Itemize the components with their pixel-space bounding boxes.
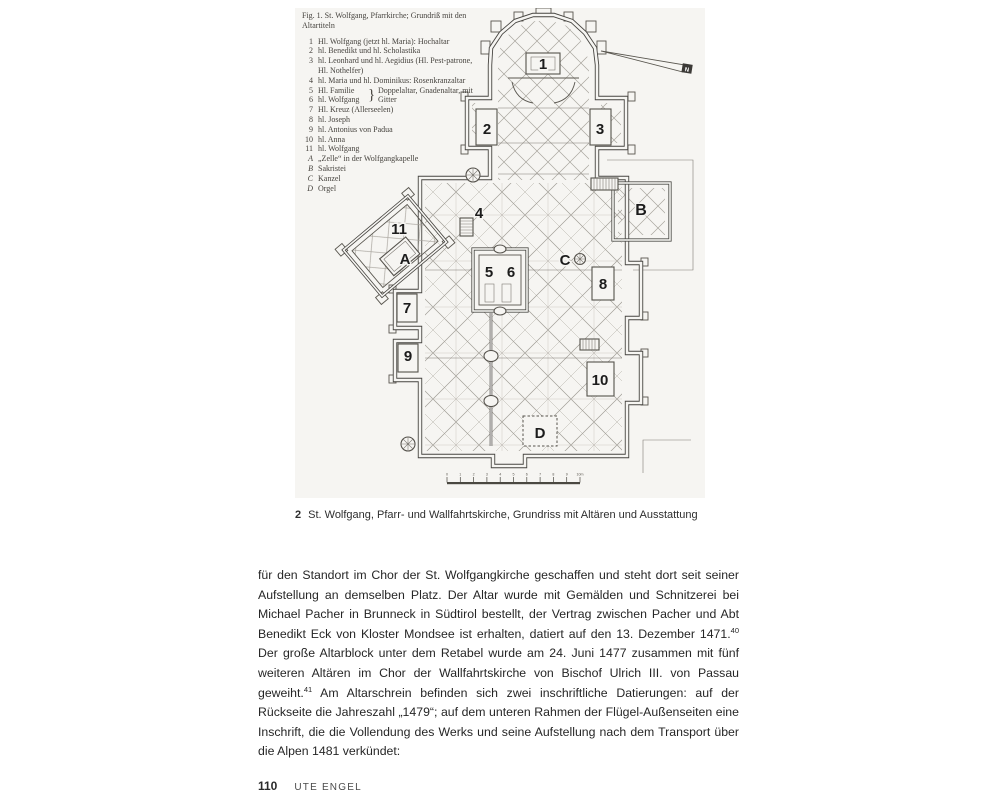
- body-paragraph: für den Standort im Chor der St. Wolfgangkirche geschaffen und steht dort seit seiner Aufstellung an demselben Platz. Der Altar wurde mit Gemälden und Schnitzerei bei Michael Pacher in Brunneck in Südtirol bestellt, der Vertrag zwischen Pacher und Abt Benedikt Eck von Kloster Mondsee ist erhalten, datiert auf den 13. Dezember 1471.40 Der große Altarblock unter dem Retabel wurde am 24. Juni 1477 zusammen mit fünf weiteren Altären im Chor der Wallfahrtskirche von Bischof Ulrich III. von Passau geweiht.$^{41}$ Am Altarschrein befinden sich zwei inschriftliche Datierungen: auf der Rückseite die Jahreszahl „1479“; auf dem unteren Rahmen der Flügel-Außenseiten eine Inschrift, die die Vollendung des Werks und seine Aufstellung nach dem Transport über die Alpen 1481 verkündet:: [258, 568, 739, 759]
- legend-entry-text: Hl. Kreuz (Allerseelen): [318, 105, 394, 115]
- legend-entry-key: 11: [305, 144, 313, 154]
- plan-label-11: 11: [391, 221, 407, 238]
- running-head: UTE ENGEL: [294, 782, 362, 793]
- stair-turret-spokes: [401, 437, 415, 451]
- pier: [484, 351, 498, 362]
- legend-entry-key: 3: [309, 56, 313, 66]
- legend-entry: [302, 76, 474, 86]
- caption-number: 2: [295, 509, 302, 521]
- scale-tick-label: 1: [459, 472, 462, 477]
- legend-entry-text: Hl. Wolfgang (jetzt hl. Maria): Hochaltar: [318, 36, 450, 46]
- footnote-ref: 41: [303, 684, 313, 694]
- stair: [591, 178, 618, 190]
- legend-entry-text: hl. Benedikt und hl. Scholastika: [318, 46, 421, 56]
- brace-glyph: }: [368, 86, 376, 103]
- legend-entry: [302, 154, 474, 164]
- legend-entry-key: 10: [305, 134, 313, 144]
- legend-entry-text: hl. Antonius von Padua: [318, 124, 393, 134]
- legend-entry-key: A: [308, 154, 313, 164]
- legend-entry-text: hl. Joseph: [318, 114, 350, 124]
- legend-entry: [302, 174, 474, 184]
- legend-brace-names: [318, 86, 368, 106]
- scale-tick-label: 10m: [576, 472, 584, 477]
- enclosure-apse-top: [494, 245, 506, 253]
- buttress: [628, 92, 635, 101]
- plan-label-B: B: [635, 202, 647, 219]
- figure-plate: [295, 8, 705, 498]
- legend-entry-key: 5: [309, 85, 313, 95]
- legend-entry: [302, 125, 474, 135]
- legend-entry-key: 9: [309, 124, 313, 134]
- legend-entry-text: hl. Wolfgang: [318, 95, 360, 105]
- legend-entry-key: 1: [309, 36, 313, 46]
- legend-entry-text: Hl. Familie: [318, 85, 355, 95]
- page-footer: [258, 779, 362, 793]
- plan-label-6: 6: [506, 264, 516, 281]
- legend-entries: [302, 37, 474, 86]
- plan-label-7: 7: [402, 300, 412, 317]
- legend-entry-text: hl. Leonhard und hl. Aegidius (Hl. Pest-patrone, Hl. Nothelfer): [318, 56, 473, 75]
- legend-brace-keys: [302, 86, 313, 106]
- double-altar-enclosure: [473, 249, 527, 311]
- legend-entry: [302, 46, 474, 56]
- scale-tick-label: 6: [525, 472, 528, 477]
- caption-text: St. Wolfgang, Pfarr- und Wallfahrtskirche, Grundriss mit Altären und Ausstattung: [308, 509, 698, 521]
- legend-entry-text: hl. Anna: [318, 134, 346, 144]
- legend-entry-key: 2: [309, 46, 313, 56]
- legend-brace-group: [302, 86, 474, 106]
- legend-entry: [302, 164, 474, 174]
- plan-label-1: 1: [538, 56, 548, 73]
- scale-tick-label: 7: [539, 472, 542, 477]
- svg-text:N: N: [684, 67, 690, 74]
- figure-legend: [302, 11, 474, 193]
- pier: [484, 396, 498, 407]
- figure-caption: [295, 509, 725, 521]
- plan-label-C: C: [559, 252, 571, 269]
- plan-label-A: A: [399, 251, 411, 268]
- legend-entry-text: Sakristei: [318, 163, 346, 173]
- legend-entry-text: Kanzel: [318, 173, 341, 183]
- legend-entry-key: 8: [309, 114, 313, 124]
- scale-tick-label: 2: [472, 472, 475, 477]
- scale-tick-label: 9: [565, 472, 568, 477]
- legend-entry-text: „Zelle“ in der Wolfgangkapelle: [318, 154, 419, 164]
- scale-bar: [446, 473, 584, 485]
- legend-entry: [302, 144, 474, 154]
- legend-entry-text: Doppelaltar, Gnadenaltar, mit Gitter: [378, 85, 473, 105]
- scale-tick-label: 4: [499, 472, 502, 477]
- legend-entry: [302, 135, 474, 145]
- legend-entry: [302, 184, 474, 194]
- plan-label-10: 10: [591, 372, 609, 389]
- legend-entry: [302, 37, 474, 47]
- scale-tick-label: 0: [446, 472, 448, 477]
- nave-vault: [425, 183, 622, 451]
- plan-label-9: 9: [403, 348, 413, 365]
- plan-label-D: D: [534, 425, 546, 442]
- footnote-ref: 40: [730, 625, 739, 635]
- legend-entry-text: hl. Maria und hl. Dominikus: Rosenkranzaltar: [318, 75, 466, 85]
- legend-entry: [302, 56, 474, 76]
- legend-entry-key: 4: [309, 75, 313, 85]
- legend-entry-key: D: [307, 183, 313, 193]
- scale-tick-label: 5: [512, 472, 515, 477]
- plan-label-2: 2: [482, 121, 492, 138]
- legend-entry-key: 6: [309, 95, 313, 105]
- legend-entry: [302, 105, 474, 115]
- scale-tick-label: 8: [552, 472, 555, 477]
- legend-title: Fig. 1. St. Wolfgang, Pfarrkirche; Grundriß mit den Altartiteln: [302, 11, 467, 30]
- scale-tick-label: 3: [485, 472, 488, 477]
- buttress: [586, 21, 596, 32]
- enclosure-line-se: [643, 440, 691, 473]
- legend-entry-key: 7: [309, 105, 313, 115]
- plan-label-8: 8: [598, 276, 608, 293]
- buttress: [628, 145, 635, 154]
- legend-entry-text: hl. Wolfgang: [318, 144, 360, 154]
- legend-entry: [302, 115, 474, 125]
- plan-label-4: 4: [474, 205, 484, 222]
- legend-entries: [302, 105, 474, 193]
- plan-label-3: 3: [595, 121, 605, 138]
- page-number: 110: [258, 779, 278, 793]
- plan-label-5: 5: [484, 264, 494, 281]
- choir-vault: [498, 21, 589, 180]
- legend-entry-key: B: [308, 163, 313, 173]
- buttress: [491, 21, 501, 32]
- north-arrow-icon: [601, 51, 693, 74]
- legend-entry-text: Orgel: [318, 183, 337, 193]
- legend-entry-key: C: [307, 173, 313, 183]
- enclosure-apse-bottom: [494, 307, 506, 315]
